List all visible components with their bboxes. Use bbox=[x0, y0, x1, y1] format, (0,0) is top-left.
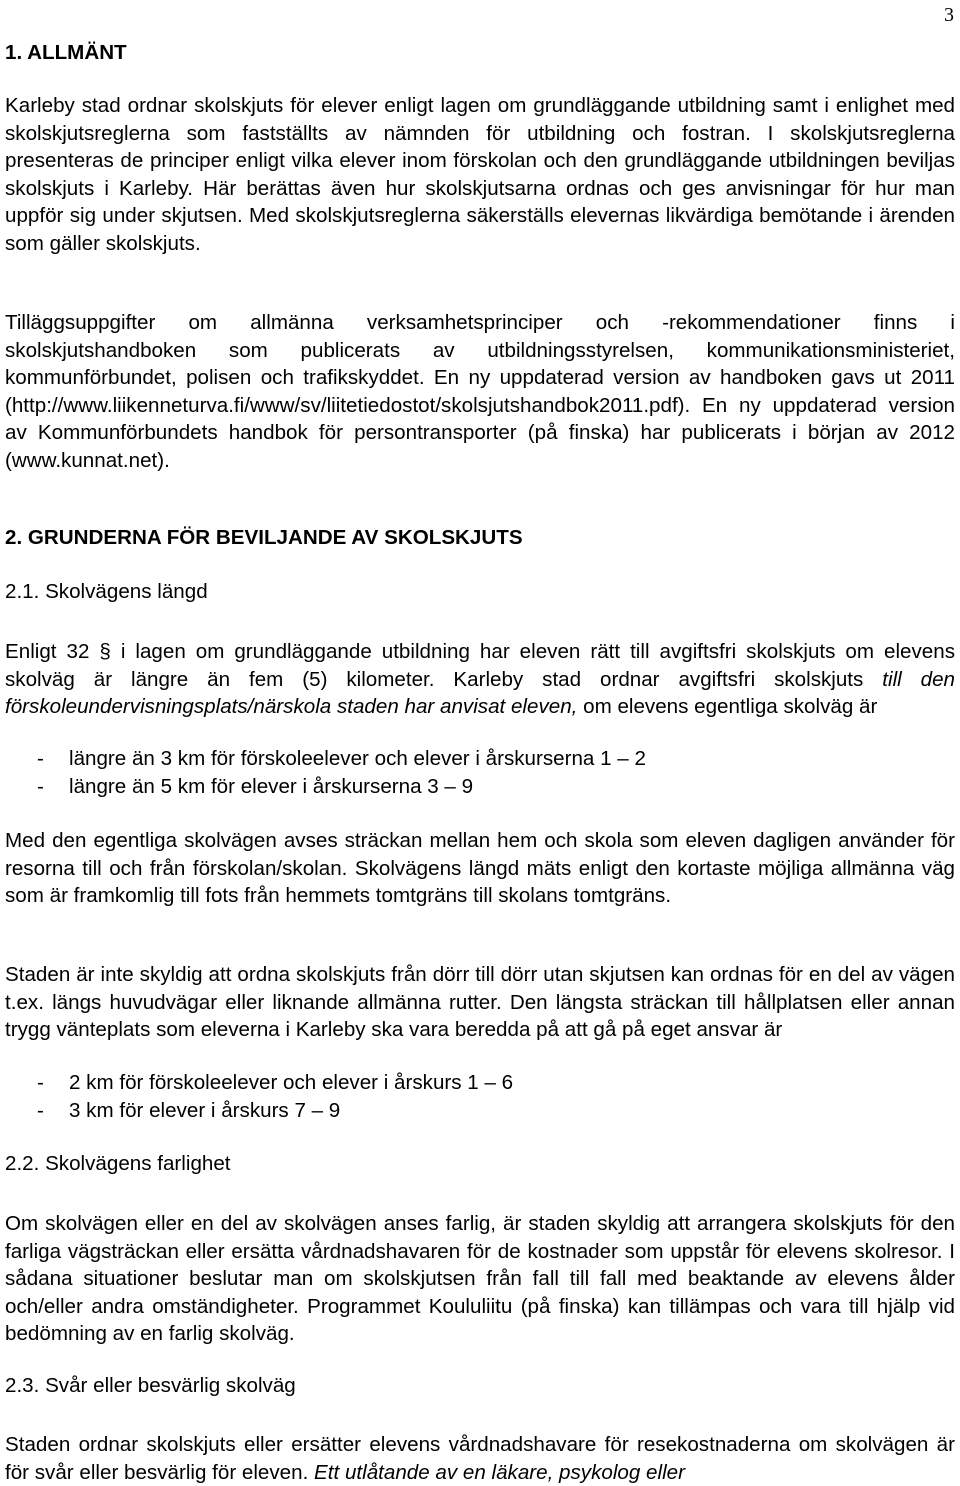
distance-list-1 bbox=[5, 745, 955, 800]
section-1-heading: 1. ALLMÄNT bbox=[5, 41, 127, 64]
subsection-2-1-paragraph-2: Med den egentliga skolvägen avses sträckan mellan hem och skola som eleven dagligen använder för resorna till och från förskolan/skolan. Skolvägens längd mäts enligt den kortaste möjliga allmänna väg som är framkomlig till fots från hemmets tomtgräns till skolans tomtgräns. bbox=[5, 829, 955, 907]
page-number: 3 bbox=[944, 4, 954, 26]
list-item bbox=[5, 773, 955, 801]
paragraph-text: Enligt 32 § i lagen om grundläggande utbildning har eleven rätt till avgiftsfri skolskjuts om elevens skolväg är längre än fem (5) kilometer. Karleby stad ordnar avgiftsfri skolskjuts bbox=[5, 640, 955, 691]
list-item-text: 2 km för förskoleelever och elever i årskurs 1 – 6 bbox=[69, 1071, 514, 1094]
section-2-heading: 2. GRUNDERNA FÖR BEVILJANDE AV SKOLSKJUTS bbox=[5, 526, 523, 549]
paragraph-text: Staden ordnar skolskjuts eller ersätter elevens vårdnadshavare för resekostnaderna om skolvägen är för svår eller besvärlig för eleven. bbox=[5, 1433, 955, 1484]
list-item bbox=[5, 745, 955, 773]
list-marker: - bbox=[37, 1071, 44, 1094]
section-1-paragraph-1: Karleby stad ordnar skolskjuts för elever enligt lagen om grundläggande utbildning samt i enlighet med skolskjutsreglerna som fastställts av nämnden för utbildning och fostran. I skolskjutsreglerna presenteras de principer enligt vilka elever inom förskolan och den grundläggande utbildningen beviljas skolskjuts i Karleby. Här berättas även hur skolskjutsarna ordnas och ges anvisningar för hur man uppför sig under skjutsen. Med skolskjutsreglerna säkerställs elevernas likvärdiga bemötande i ärenden som gäller skolskjuts. bbox=[5, 94, 955, 255]
list-item-text: längre än 3 km för förskoleelever och elever i årskurserna 1 – 2 bbox=[69, 747, 646, 770]
list-marker: - bbox=[37, 1098, 44, 1122]
subsection-2-2-heading: 2.2. Skolvägens farlighet bbox=[5, 1152, 231, 1175]
subsection-2-1-heading: 2.1. Skolvägens längd bbox=[5, 580, 208, 603]
list-item-text: längre än 5 km för elever i årskurserna 3 – 9 bbox=[69, 774, 474, 798]
list-marker: - bbox=[37, 774, 44, 798]
list-item bbox=[5, 1097, 955, 1125]
subsection-2-3-paragraph-1 bbox=[5, 1431, 955, 1486]
paragraph-italic-text: Ett utlåtande av en läkare, psykolog eller bbox=[314, 1460, 685, 1484]
section-1-paragraph-2: Tilläggsuppgifter om allmänna verksamhetsprinciper och -rekommendationer finns i skolskjutshandboken som publicerats av utbildningsstyrelsen, kommunikationsministeriet, kommunförbundet, polisen och trafikskyddet. En ny uppdaterad version av handboken gavs ut 2011 (http://www.liikenneturva.fi/www/sv/liitetiedostot/skolsjutshandbok2011.pdf). En ny uppdaterad version av Kommunförbundets handbok för persontransporter (på finska) har publicerats i början av 2012 (www.kunnat.net). bbox=[5, 311, 955, 472]
paragraph-italic-text: till den förskoleundervisningsplats/närskola staden har anvisat eleven, bbox=[5, 667, 956, 718]
subsection-2-1-paragraph-3: Staden är inte skyldig att ordna skolskjuts från dörr till dörr utan skjutsen kan ordnas för en del av vägen t.ex. längs huvudvägar eller liknande allmänna rutter. Den längsta sträckan till hållplatsen eller annan trygg vänteplats som eleverna i Karleby ska vara beredda på att gå på eget ansvar är bbox=[5, 963, 955, 1041]
list-marker: - bbox=[37, 747, 44, 770]
paragraph-text: om elevens egentliga skolväg är bbox=[577, 695, 878, 718]
distance-list-2 bbox=[5, 1069, 955, 1124]
subsection-2-3-heading: 2.3. Svår eller besvärlig skolväg bbox=[5, 1374, 296, 1397]
list-item-text: 3 km för elever i årskurs 7 – 9 bbox=[69, 1098, 341, 1122]
subsection-2-1-paragraph-1 bbox=[5, 638, 955, 721]
list-item bbox=[5, 1069, 955, 1097]
subsection-2-2-paragraph-1: Om skolvägen eller en del av skolvägen anses farlig, är staden skyldig att arrangera skolskjuts för den farliga vägsträckan eller ersätta vårdnadshavaren för de kostnader som uppstår för elevens skolresor. I sådana situationer beslutar man om skolskjutsen från fall till fall med beaktande av elevens ålder och/eller andra omständigheter. Programmet Koululiitu (på finska) kan tillämpas och vara till hjälp vid bedömning av en farlig skolväg. bbox=[5, 1212, 955, 1345]
